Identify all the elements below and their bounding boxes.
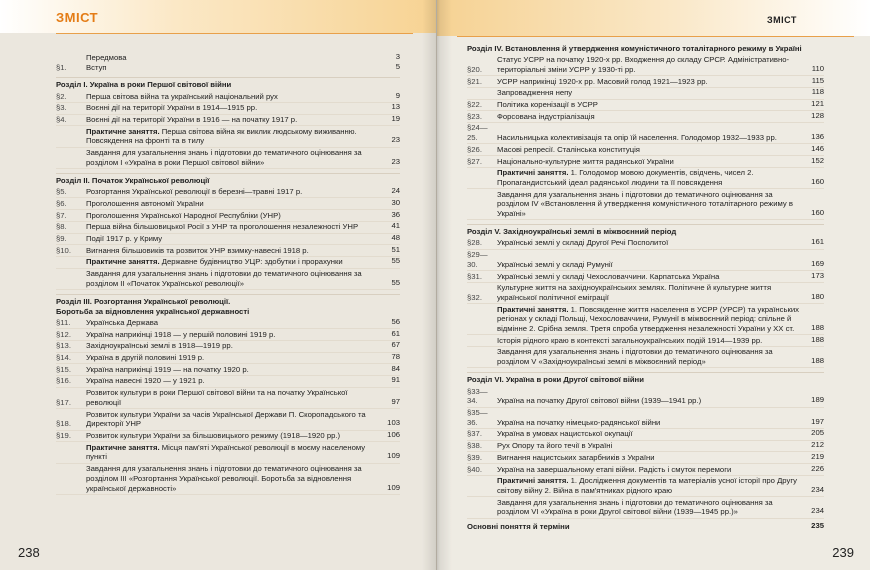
entry-title — [497, 88, 824, 98]
toc-entry[interactable] — [467, 168, 824, 189]
entry-title — [497, 168, 824, 187]
header-rule — [56, 33, 413, 34]
toc-entry[interactable] — [56, 364, 400, 376]
entry-text: Україна на початку Другої світової війни (1939—1941 рр.) — [497, 396, 702, 406]
entry-text: Розвиток культури в роки Першої світової війни та на початку Української революції — [86, 388, 348, 407]
entry-title — [86, 234, 400, 244]
toc-entry[interactable] — [467, 335, 824, 347]
entry-text: Форсована індустріалізація — [497, 111, 595, 121]
section-title-line: Розділ ІІІ. Розгортання Української революції. — [56, 297, 231, 307]
entry-title — [86, 330, 400, 340]
section-title — [467, 44, 824, 54]
entry-text: Україна на початку німецько-радянської війни — [497, 417, 661, 427]
entry-number: §37. — [467, 429, 482, 439]
entry-number: §8. — [56, 222, 67, 232]
entry-text: Проголошення Української Народної Республіки (УНР) — [86, 210, 281, 220]
section-title-line: Розділ V. Західноукраїнські землі в міжвоєнний період — [467, 227, 677, 237]
toc-entry[interactable] — [56, 409, 400, 430]
entry-text: Національно-культурне життя радянської України — [497, 156, 674, 166]
toc-entry[interactable] — [467, 156, 824, 168]
entry-text: Проголошення автономії України — [86, 198, 204, 208]
toc-entry[interactable] — [56, 245, 400, 257]
entry-title — [86, 246, 400, 256]
right-header — [437, 0, 870, 36]
toc-entry[interactable] — [467, 452, 824, 464]
entry-title — [497, 336, 824, 346]
entry-page: 23 — [391, 135, 400, 145]
entry-text: 1. Голодомор мовою документів, свідчень, чисел 2. Пропагандистський ідеал радянської людини та її повсякдення — [497, 168, 754, 187]
entry-number: §18. — [56, 419, 71, 429]
entry-page: 3 — [395, 51, 400, 61]
entry-lead: Практичні заняття. — [497, 304, 569, 314]
entry-page: 51 — [391, 244, 400, 254]
toc-entry[interactable] — [56, 329, 400, 341]
entry-title — [497, 441, 824, 451]
entry-text: Завдання для узагальнення знань і підготовки до тематичного оцінювання за розділом VI «Україна в роки Другої світової війни (1939—1945 рр.)» — [497, 497, 773, 517]
entry-number: §10. — [56, 245, 71, 255]
entry-number: §2. — [56, 91, 67, 101]
entry-title — [86, 92, 400, 102]
entry-page: 128 — [811, 110, 824, 120]
entry-text: Культурне життя на західноукраїнських землях. Політичне й культурне життя української політичної еміграції — [497, 283, 772, 302]
entry-number: §31. — [467, 271, 482, 281]
toc-entry[interactable] — [467, 464, 824, 476]
toc-entry[interactable] — [467, 283, 824, 304]
entry-text: Україна навесні 1920 — у 1921 р. — [86, 376, 205, 386]
entry-text: Українська Держава — [86, 317, 159, 327]
toc-entry[interactable] — [56, 115, 400, 127]
entry-page: 106 — [387, 430, 400, 439]
entry-number: §3. — [56, 103, 67, 113]
section-title-line: Розділ VI. Україна в роки Другої світової війни — [467, 375, 644, 385]
section-title — [56, 294, 400, 316]
entry-text: Воєнні дії на території України в 1916 — на початку 1917 р. — [86, 115, 298, 125]
entry-page: 121 — [811, 99, 824, 109]
toc-entry-glossary[interactable] — [467, 522, 824, 533]
entry-title — [497, 418, 824, 428]
entry-number: §38. — [467, 441, 482, 451]
entry-number: §7. — [56, 210, 67, 220]
entry-title — [86, 410, 400, 429]
section-title — [56, 77, 400, 90]
entry-title — [497, 133, 824, 143]
entry-page: 212 — [811, 440, 824, 450]
toc-entry[interactable] — [467, 238, 824, 250]
entry-page: 188 — [811, 323, 824, 333]
entry-text: Завдання для узагальнення знань і підготовки до тематичного оцінювання за розділом IV «Встановлення й утвердження комуністичного тоталітарного режиму в Україні» — [497, 189, 793, 219]
entry-title — [86, 269, 400, 288]
entry-number: §17. — [56, 397, 71, 407]
entry-text: Вигнання більшовиків та розвиток УНР взимку-навесні 1918 р. — [86, 245, 309, 255]
entry-number: §23. — [467, 111, 482, 121]
toc-entry[interactable] — [56, 376, 400, 388]
entry-page: 30 — [391, 197, 400, 207]
entry-number: §9. — [56, 234, 67, 244]
entry-title — [497, 77, 824, 87]
entry-title — [497, 465, 824, 475]
entry-title — [86, 148, 400, 167]
entry-text: 1. Повсякденне життя населення в УСРР (УРСР) та українських регіонах у складі Польщі, Чехословаччини, Румунії в міжвоєнний період: спільне й відмінне 2. Срібна земля. Третя спроба утвердження незалежності України у ХХ ст. — [497, 304, 799, 334]
entry-page: 5 — [395, 62, 400, 72]
toc-entry[interactable] — [467, 250, 824, 271]
toc-entry[interactable] — [56, 431, 400, 443]
entry-title — [86, 199, 400, 209]
entry-text: 1. Дослідження документів та матеріалів усної історії про Другу світову війну 2. Війна в пам'ятниках рідного краю — [497, 476, 797, 495]
entry-title — [497, 157, 824, 167]
entry-page: 136 — [811, 132, 824, 142]
entry-title — [86, 376, 400, 386]
toc-entry[interactable] — [56, 317, 400, 329]
toc-entry[interactable] — [467, 441, 824, 453]
entry-lead: Практичне заняття. — [86, 126, 160, 136]
entry-page: 109 — [387, 451, 400, 461]
entry-number: §40. — [467, 464, 482, 474]
entry-title — [497, 476, 824, 495]
entry-page: 55 — [391, 277, 400, 287]
entry-number: §13. — [56, 341, 71, 351]
page-number-right: 239 — [832, 545, 854, 560]
entry-number: §27. — [467, 156, 482, 166]
toc-entry[interactable] — [56, 234, 400, 246]
entry-number: §14. — [56, 353, 71, 363]
toc-entry[interactable] — [467, 386, 824, 407]
section-title-line: Розділ І. Україна в роки Першої світової війни — [56, 80, 232, 90]
entry-title — [497, 145, 824, 155]
entry-page: 169 — [811, 258, 824, 268]
entry-title — [497, 396, 824, 406]
entry-number: §20. — [467, 64, 482, 74]
section-title — [56, 173, 400, 186]
entry-title — [86, 388, 400, 407]
entry-title — [86, 257, 400, 267]
entry-page: 41 — [391, 221, 400, 231]
entry-page: 78 — [391, 352, 400, 362]
entry-title — [86, 127, 400, 146]
entry-text: Рух Опору та його течії в Україні — [497, 441, 613, 451]
toc-entry[interactable] — [56, 148, 400, 169]
entry-text: Вступ — [86, 63, 107, 73]
entry-text: Воєнні дії на території України в 1914—1915 рр. — [86, 103, 258, 113]
entry-text: Державне будівництво УЦР: здобутки і прорахунки — [161, 257, 343, 267]
entry-text: Історія рідного краю в контексті загальноукраїнських подій 1914—1939 рр. — [497, 335, 763, 345]
toc-left — [56, 52, 400, 495]
entry-number: §32. — [467, 292, 482, 302]
entry-text: Розвиток культури України за більшовицького режиму (1918—1920 рр.) — [86, 431, 341, 440]
entry-number: §15. — [56, 364, 71, 374]
entry-title — [86, 115, 400, 125]
entry-text: Україна на завершальному етапі війни. Радість і смуток перемоги — [497, 464, 732, 474]
toc-entry[interactable] — [56, 442, 400, 463]
section-title-line: Розділ IV. Встановлення й утвердження комуністичного тоталітарного режиму в Україні — [467, 44, 802, 53]
entry-page: 160 — [811, 176, 824, 186]
toc-entry[interactable] — [56, 222, 400, 234]
entry-number: §29—30. — [467, 250, 488, 269]
toc-right — [467, 44, 824, 532]
entry-page: 118 — [811, 87, 824, 97]
entry-page: 235 — [811, 521, 824, 531]
entry-text: Україна в умовах нацистської окупації — [497, 429, 633, 439]
toc-entry[interactable] — [467, 304, 824, 335]
entry-title — [86, 353, 400, 363]
entry-lead: Практичні заняття. — [497, 168, 569, 178]
entry-text: Завдання для узагальнення знань і підготовки до тематичного оцінювання за розділом ІІІ «Розгортання Української революції. Боротьба за відновлення української державності» — [86, 464, 362, 493]
entry-page: 23 — [391, 156, 400, 166]
entry-text: Перша світова війна та український національний рух — [86, 91, 278, 101]
entry-page: 197 — [811, 416, 824, 426]
entry-text: Вигнання нацистських загарбників з України — [497, 452, 655, 462]
entry-title — [86, 318, 400, 328]
entry-page: 19 — [391, 114, 400, 124]
entry-text: Завдання для узагальнення знань і підготовки до тематичного оцінювання за розділом ІІ «Початок Української революції» — [86, 269, 362, 288]
toc-entry[interactable] — [467, 76, 824, 88]
entry-title — [86, 187, 400, 197]
entry-page: 205 — [811, 428, 824, 438]
entry-number: §6. — [56, 198, 67, 208]
entry-text: Україна в другій половині 1919 р. — [86, 353, 205, 363]
toc-entry[interactable] — [467, 476, 824, 497]
entry-title — [86, 464, 400, 493]
entry-title — [86, 211, 400, 221]
entry-page: 56 — [391, 316, 400, 326]
toc-entry[interactable] — [467, 271, 824, 283]
entry-text: Насильницька колективізація та опір їй населення. Голодомор 1932—1933 рр. — [497, 133, 777, 143]
toc-entry[interactable] — [467, 347, 824, 368]
entry-page: 61 — [391, 328, 400, 338]
entry-page: 115 — [811, 75, 824, 85]
entry-page: 234 — [811, 484, 824, 494]
left-header — [0, 0, 437, 33]
entry-number: §12. — [56, 329, 71, 339]
page-number-left: 238 — [18, 545, 40, 560]
toc-entry[interactable] — [56, 91, 400, 103]
entry-page: 24 — [391, 186, 400, 196]
toc-entry[interactable] — [467, 111, 824, 123]
entry-text: Політика коренізації в УСРР — [497, 100, 598, 110]
toc-entry[interactable] — [56, 269, 400, 290]
entry-number: §22. — [467, 100, 482, 110]
entry-text: Українські землі у складі Другої Речі Посполитої — [497, 238, 669, 248]
section-title-line: Боротьба за відновлення української державності — [56, 306, 250, 316]
entry-number: §16. — [56, 376, 71, 386]
entry-title — [497, 283, 824, 302]
toc-entry[interactable] — [467, 497, 824, 518]
entry-number: §4. — [56, 115, 67, 125]
entry-text: Завдання для узагальнення знань і підготовки до тематичного оцінювання за розділом V «Західноукраїнські землі в міжвоєнний період» — [497, 347, 773, 367]
entry-title — [86, 431, 400, 441]
section-title-line: Розділ ІІ. Початок Української революції — [56, 176, 210, 186]
toc-entry[interactable] — [467, 55, 824, 76]
entry-page: 97 — [391, 396, 400, 406]
entry-number: §24—25. — [467, 123, 488, 143]
entry-title — [86, 443, 400, 462]
entry-page: 188 — [811, 356, 824, 366]
section-title — [467, 224, 824, 237]
toc-entry[interactable] — [467, 189, 824, 220]
entry-page: 152 — [811, 155, 824, 165]
entry-title — [497, 190, 824, 219]
entry-number: §28. — [467, 238, 482, 248]
entry-number: §35—36. — [467, 408, 488, 427]
entry-page: 226 — [811, 463, 824, 473]
toc-entry[interactable] — [56, 464, 400, 495]
entry-title — [86, 222, 400, 232]
page-title: ЗМІСТ — [56, 10, 99, 25]
entry-number: §1. — [56, 63, 67, 73]
entry-number: §5. — [56, 187, 67, 197]
page-title: ЗМІСТ — [767, 15, 797, 25]
toc-entry[interactable] — [467, 144, 824, 156]
entry-page: 84 — [391, 363, 400, 373]
entry-title — [497, 238, 824, 248]
entry-number: §11. — [56, 317, 71, 327]
entry-page: 180 — [811, 291, 824, 301]
entry-text: Місця пам'яті Української революції в моєму населеному пункті — [86, 442, 366, 462]
entry-page: 55 — [391, 256, 400, 266]
toc-entry[interactable] — [467, 429, 824, 441]
entry-text: Розгортання Української революції в березні—травні 1917 р. — [86, 187, 303, 197]
entry-text: Статус УСРР на початку 1920-х рр. Входження до складу СРСР. Адміністративно-територіальні зміни УСРР у 1930-ті рр. — [497, 55, 790, 74]
header-bar — [437, 0, 870, 36]
entry-page: 91 — [391, 375, 400, 385]
entry-page: 161 — [811, 237, 824, 247]
entry-title — [497, 498, 824, 517]
toc-entry[interactable] — [467, 123, 824, 144]
entry-text: Україна наприкінці 1918 — у першій половині 1919 р. — [86, 329, 276, 339]
toc-entry[interactable] — [56, 353, 400, 365]
entry-lead: Практичні заняття. — [497, 476, 569, 486]
entry-text: Основні поняття й терміни — [467, 522, 570, 532]
section-title — [467, 372, 824, 385]
entry-number: §33—34. — [467, 386, 488, 406]
entry-title — [497, 260, 824, 270]
entry-title — [86, 53, 400, 63]
entry-page: 219 — [811, 451, 824, 461]
entry-title — [497, 453, 824, 463]
toc-entry[interactable] — [467, 408, 824, 429]
entry-title — [86, 365, 400, 375]
entry-title — [497, 55, 824, 74]
entry-title — [86, 103, 400, 113]
entry-page: 13 — [391, 102, 400, 112]
entry-number: §19. — [56, 431, 71, 440]
toc-entry[interactable] — [56, 210, 400, 222]
entry-title — [497, 305, 824, 334]
toc-entry[interactable] — [56, 63, 400, 74]
entry-text: УСРР наприкінці 1920-х рр. Масовий голод 1921—1923 рр. — [497, 76, 708, 86]
entry-page: 110 — [811, 63, 824, 73]
entry-lead: Практичне заняття. — [86, 257, 160, 267]
entry-text: Перша війна більшовицької Росії з УНР та проголошення незалежності УНР — [86, 222, 359, 232]
entry-text: Передмова — [86, 52, 127, 62]
entry-text: Завдання для узагальнення знань і підготовки до тематичного оцінювання за розділом І «Україна в роки Першої світової війни» — [86, 148, 362, 167]
entry-title — [497, 112, 824, 122]
entry-page: 9 — [395, 90, 400, 100]
toc-entry[interactable] — [56, 126, 400, 147]
toc-entry[interactable] — [56, 341, 400, 353]
entry-page: 189 — [811, 395, 824, 405]
entry-title — [86, 63, 400, 73]
toc-entry[interactable] — [56, 388, 400, 409]
entry-page: 146 — [811, 143, 824, 153]
entry-title — [497, 272, 824, 282]
entry-text: Перша світова війна як виклик людському виживанню. Повсякдення на фронті та в тилу — [86, 126, 357, 146]
toc-entry[interactable] — [467, 100, 824, 112]
entry-number: §26. — [467, 144, 482, 154]
entry-text: Українські землі у складі Румунії — [497, 259, 613, 269]
entry-text: Запровадження непу — [497, 88, 573, 98]
entry-page: 67 — [391, 340, 400, 350]
toc-entry[interactable] — [56, 52, 400, 63]
entry-text: Події 1917 р. у Криму — [86, 234, 163, 244]
toc-entry[interactable] — [56, 198, 400, 210]
entry-page: 109 — [387, 482, 400, 492]
entry-text: Україна наприкінці 1919 — на початку 1920 р. — [86, 364, 249, 374]
entry-page: 173 — [811, 270, 824, 280]
entry-page: 103 — [387, 418, 400, 428]
entry-title — [86, 341, 400, 351]
entry-title — [497, 100, 824, 110]
toc-entry[interactable] — [56, 257, 400, 269]
entry-title — [497, 347, 824, 366]
entry-lead: Практичне заняття. — [86, 442, 160, 452]
entry-page: 36 — [391, 209, 400, 219]
entry-page: 188 — [811, 334, 824, 344]
entry-text: Західноукраїнські землі в 1918—1919 рр. — [86, 341, 233, 351]
entry-text: Розвиток культури України за часів Української Держави П. Скоропадського та Директорії УНР — [86, 409, 366, 429]
entry-text: Масові репресії. Сталінська конституція — [497, 144, 640, 154]
toc-entry[interactable] — [467, 88, 824, 100]
entry-title — [467, 522, 824, 532]
entry-title — [497, 429, 824, 439]
toc-entry[interactable] — [56, 103, 400, 115]
entry-number: §21. — [467, 76, 482, 86]
toc-entry[interactable] — [56, 187, 400, 199]
entry-text: Українські землі у складі Чехословаччини. Карпатська Україна — [497, 271, 720, 281]
entry-page: 48 — [391, 233, 400, 243]
entry-number: §39. — [467, 452, 482, 462]
entry-page: 234 — [811, 506, 824, 516]
header-rule — [457, 36, 854, 37]
entry-page: 160 — [811, 208, 824, 218]
right-page — [437, 0, 870, 570]
